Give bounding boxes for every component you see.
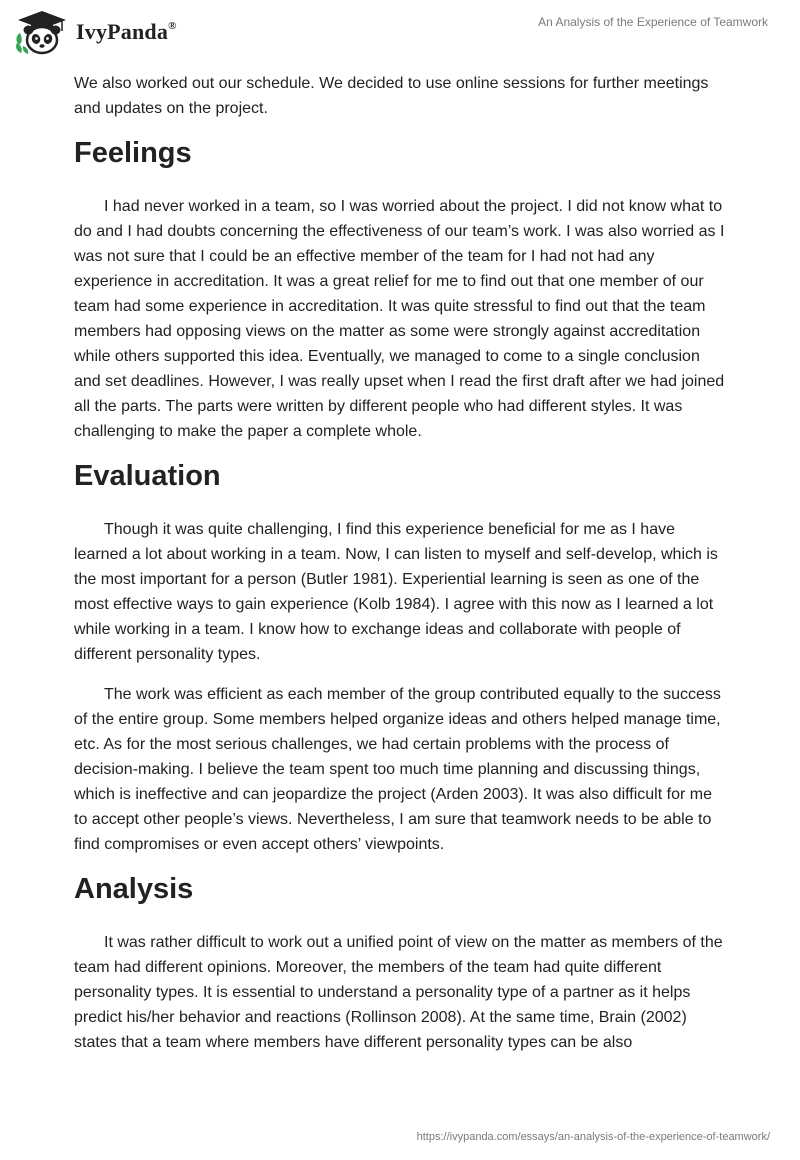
footer-source-link[interactable]: https://ivypanda.com/essays/an-analysis-of-the-experience-of-teamwork/ bbox=[416, 1131, 770, 1143]
section-heading-analysis: Analysis bbox=[74, 873, 194, 905]
feelings-paragraph: I had never worked in a team, so I was worried about the project. I did not know what to do and I had doubts concerning the effectiveness of our team’s work. I was also worried as I was not sure that I could be an effective member of the team for I had not had any experience in accreditation. It was a great relief for me to find out that one member of our team had some experience in accreditation. It was quite stressful to find out that the team members had opposing views on the matter as some were strongly against accreditation while others supported this idea. Eventually, we managed to come to a single conclusion and set deadlines. However, I was really upset when I read the first draft after we had joined all the parts. The parts were written by different people who had different styles. It was challenging to make the paper a complete whole. bbox=[74, 198, 725, 440]
registered-mark: ® bbox=[168, 19, 177, 32]
section-heading-feelings: Feelings bbox=[74, 137, 192, 169]
essay-body bbox=[74, 71, 726, 1070]
evaluation-paragraph-1: Though it was quite challenging, I find this experience beneficial for me as I have learned a lot about working in a team. Now, I can listen to myself and self-develop, which is the most important for a person (Butler 1981). Experiential learning is seen as one of the most effective ways to gain experience (Kolb 1984). I agree with this now as I learned a lot while working in a team. I know how to exchange ideas and collaborate with people of different personality types. bbox=[74, 521, 718, 663]
intro-paragraph: We also worked out our schedule. We decided to use online sessions for further meetings and updates on the project. bbox=[74, 75, 709, 117]
section-heading-evaluation: Evaluation bbox=[74, 460, 221, 492]
brand-name: IvyPanda® bbox=[76, 19, 177, 44]
brand-logo[interactable] bbox=[14, 8, 177, 56]
evaluation-paragraph-2: The work was efficient as each member of the group contributed equally to the success of the entire group. Some members helped organize ideas and others helped manage time, etc. As for the most serious challenges, we had certain problems with the process of decision-making. I believe the team spent too much time planning and discussing things, which is ineffective and can jeopardize the project (Arden 2003). It was also difficult for me to accept other people’s views. Nevertheless, I am sure that teamwork needs to be able to find compromises or even accept others’ viewpoints. bbox=[74, 686, 721, 853]
analysis-paragraph: It was rather difficult to work out a unified point of view on the matter as members of the team had different opinions. Moreover, the members of the team had quite different personality types. It is essential to understand a personality type of a partner as it helps predict his/her behavior and reactions (Rollinson 2008). At the same time, Brain (2002) states that a team where members have different personality types can be also bbox=[74, 934, 723, 1051]
panda-graduate-icon bbox=[14, 9, 70, 55]
document-title: An Analysis of the Experience of Teamwork bbox=[538, 15, 768, 29]
